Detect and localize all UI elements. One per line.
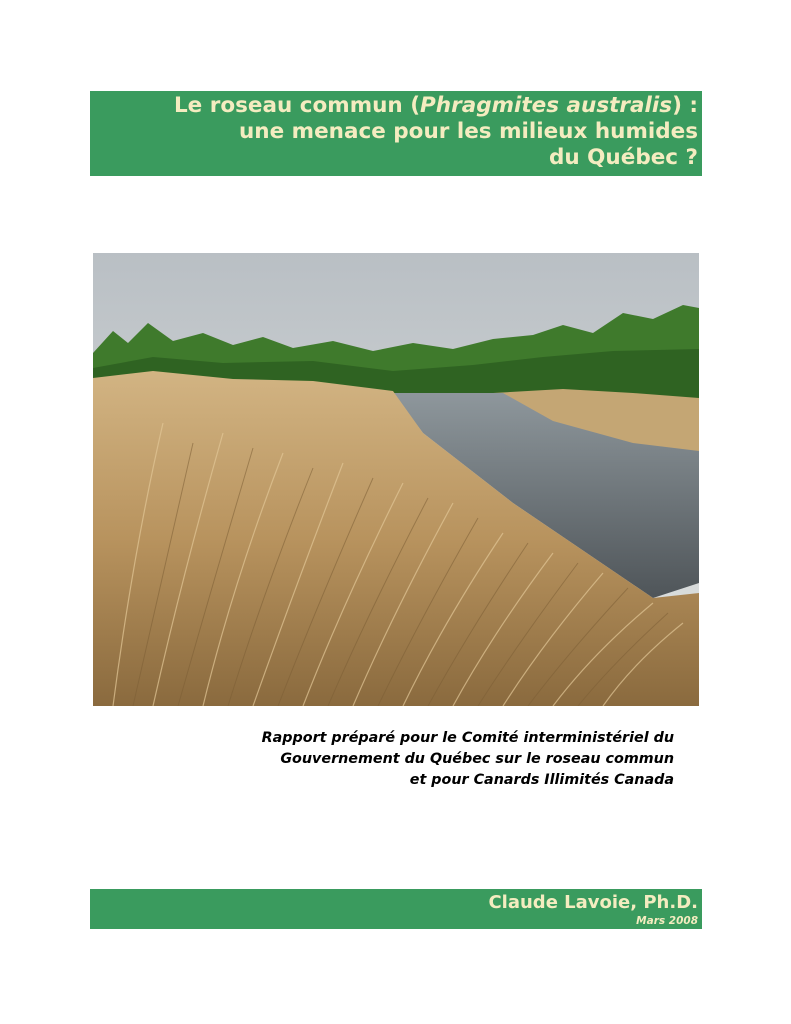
report-description — [110, 728, 674, 791]
publication-date: Mars 2008 — [636, 915, 698, 927]
report-line-1: Rapport préparé pour le Comité interministériel du — [261, 730, 674, 746]
title-species-name: Phragmites australis — [420, 93, 673, 118]
title-line-3: du Québec ? — [548, 145, 698, 170]
author-name: Claude Lavoie, Ph.D. — [488, 892, 698, 913]
author-banner — [90, 889, 702, 929]
report-line-3: et pour Canards Illimités Canada — [409, 772, 674, 788]
title-line-2: une menace pour les milieux humides — [239, 119, 698, 144]
cover-photo-phragmites-wetland — [93, 253, 699, 706]
title-line-1: Le roseau commun (Phragmites australis) : — [173, 93, 698, 118]
title-banner — [90, 91, 702, 176]
report-line-2: Gouvernement du Québec sur le roseau commun — [280, 751, 674, 767]
